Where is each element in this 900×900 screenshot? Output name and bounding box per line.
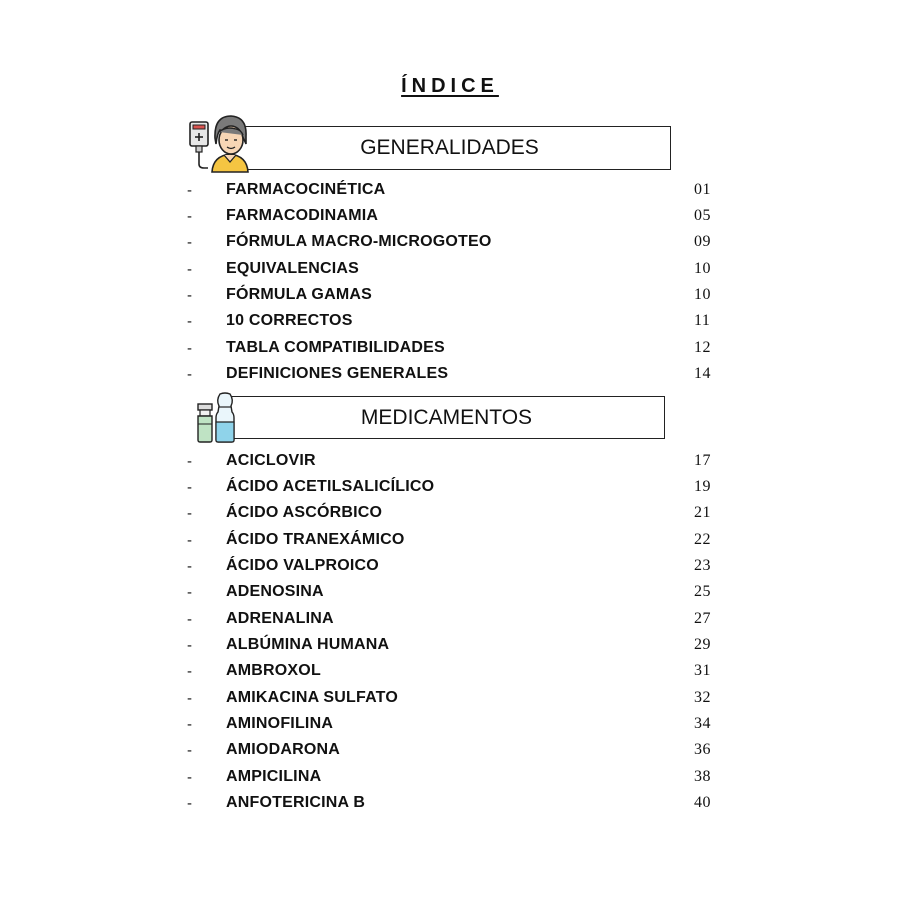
- entry-page: 27: [694, 610, 711, 627]
- list-bullet: -: [187, 769, 192, 786]
- list-item[interactable]: [0, 740, 900, 764]
- entry-page: 14: [694, 365, 711, 382]
- entry-label: ADRENALINA: [226, 610, 334, 627]
- entry-label: EQUIVALENCIAS: [226, 260, 359, 277]
- entry-label: TABLA COMPATIBILIDADES: [226, 339, 445, 356]
- entry-page: 23: [694, 557, 711, 574]
- entry-page: 38: [694, 768, 711, 785]
- entry-page: 12: [694, 339, 711, 356]
- list-bullet: -: [187, 742, 192, 759]
- entry-page: 25: [694, 583, 711, 600]
- list-bullet: -: [187, 479, 192, 496]
- entry-page: 10: [694, 260, 711, 277]
- list-item[interactable]: [0, 451, 900, 475]
- list-bullet: -: [187, 532, 192, 549]
- entry-page: 29: [694, 636, 711, 653]
- list-bullet: -: [187, 690, 192, 707]
- entry-page: 31: [694, 662, 711, 679]
- list-item[interactable]: [0, 206, 900, 230]
- entry-label: ÁCIDO ACETILSALICÍLICO: [226, 478, 435, 495]
- entry-page: 36: [694, 741, 711, 758]
- list-bullet: -: [187, 663, 192, 680]
- list-item[interactable]: [0, 767, 900, 791]
- medicine-vials-icon: [194, 390, 238, 444]
- entry-label: FÓRMULA GAMAS: [226, 286, 372, 303]
- list-item[interactable]: [0, 338, 900, 362]
- list-item[interactable]: [0, 688, 900, 712]
- list-bullet: -: [187, 795, 192, 812]
- list-bullet: -: [187, 611, 192, 628]
- entry-label: ANFOTERICINA B: [226, 794, 366, 811]
- list-bullet: -: [187, 637, 192, 654]
- entry-page: 21: [694, 504, 711, 521]
- list-item[interactable]: [0, 503, 900, 527]
- list-item[interactable]: [0, 477, 900, 501]
- list-item[interactable]: [0, 582, 900, 606]
- section-heading: GENERALIDADES: [360, 136, 539, 159]
- entry-page: 22: [694, 531, 711, 548]
- list-item[interactable]: [0, 609, 900, 633]
- entry-label: 10 CORRECTOS: [226, 312, 353, 329]
- entry-label: AMBROXOL: [226, 662, 321, 679]
- list-bullet: -: [187, 505, 192, 522]
- entry-label: AMIODARONA: [226, 741, 340, 758]
- entry-label: ÁCIDO ASCÓRBICO: [226, 504, 383, 521]
- list-item[interactable]: [0, 556, 900, 580]
- entry-label: AMPICILINA: [226, 768, 322, 785]
- list-bullet: -: [187, 584, 192, 601]
- entry-page: 17: [694, 452, 711, 469]
- list-item[interactable]: [0, 364, 900, 388]
- list-bullet: -: [187, 453, 192, 470]
- section-header-medicamentos: [228, 396, 665, 439]
- entry-label: DEFINICIONES GENERALES: [226, 365, 449, 382]
- list-bullet: -: [187, 287, 192, 304]
- list-item[interactable]: [0, 530, 900, 554]
- list-item[interactable]: [0, 635, 900, 659]
- entry-label: ACICLOVIR: [226, 452, 316, 469]
- entry-page: 10: [694, 286, 711, 303]
- entry-page: 19: [694, 478, 711, 495]
- entry-label: ALBÚMINA HUMANA: [226, 636, 390, 653]
- list-item[interactable]: [0, 180, 900, 204]
- list-bullet: -: [187, 208, 192, 225]
- list-item[interactable]: [0, 285, 900, 309]
- entry-label: ÁCIDO TRANEXÁMICO: [226, 531, 405, 548]
- list-item[interactable]: [0, 714, 900, 738]
- page-title: ÍNDICE: [401, 75, 499, 97]
- list-bullet: -: [187, 558, 192, 575]
- entry-page: 40: [694, 794, 711, 811]
- section-header-generalidades: [228, 126, 671, 170]
- entry-label: FARMACOCINÉTICA: [226, 181, 386, 198]
- entry-label: ADENOSINA: [226, 583, 324, 600]
- entry-label: FARMACODINAMIA: [226, 207, 379, 224]
- entry-label: FÓRMULA MACRO-MICROGOTEO: [226, 233, 492, 250]
- entry-page: 34: [694, 715, 711, 732]
- list-item[interactable]: [0, 232, 900, 256]
- entry-page: 05: [694, 207, 711, 224]
- list-bullet: -: [187, 313, 192, 330]
- list-item[interactable]: [0, 661, 900, 685]
- entry-page: 11: [694, 312, 711, 329]
- section-heading: MEDICAMENTOS: [360, 405, 533, 429]
- list-bullet: -: [187, 716, 192, 733]
- list-bullet: -: [187, 261, 192, 278]
- entry-label: AMINOFILINA: [226, 715, 334, 732]
- entry-label: ÁCIDO VALPROICO: [226, 557, 379, 574]
- list-bullet: -: [187, 182, 192, 199]
- list-item[interactable]: [0, 793, 900, 817]
- list-item[interactable]: [0, 311, 900, 335]
- entry-label: AMIKACINA SULFATO: [226, 689, 398, 706]
- entry-page: 01: [694, 181, 711, 198]
- list-item[interactable]: [0, 259, 900, 283]
- entry-page: 09: [694, 233, 711, 250]
- nurse-iv-icon: [186, 112, 252, 174]
- list-bullet: -: [187, 234, 192, 251]
- entry-page: 32: [694, 689, 711, 706]
- list-bullet: -: [187, 366, 192, 383]
- list-bullet: -: [187, 340, 192, 357]
